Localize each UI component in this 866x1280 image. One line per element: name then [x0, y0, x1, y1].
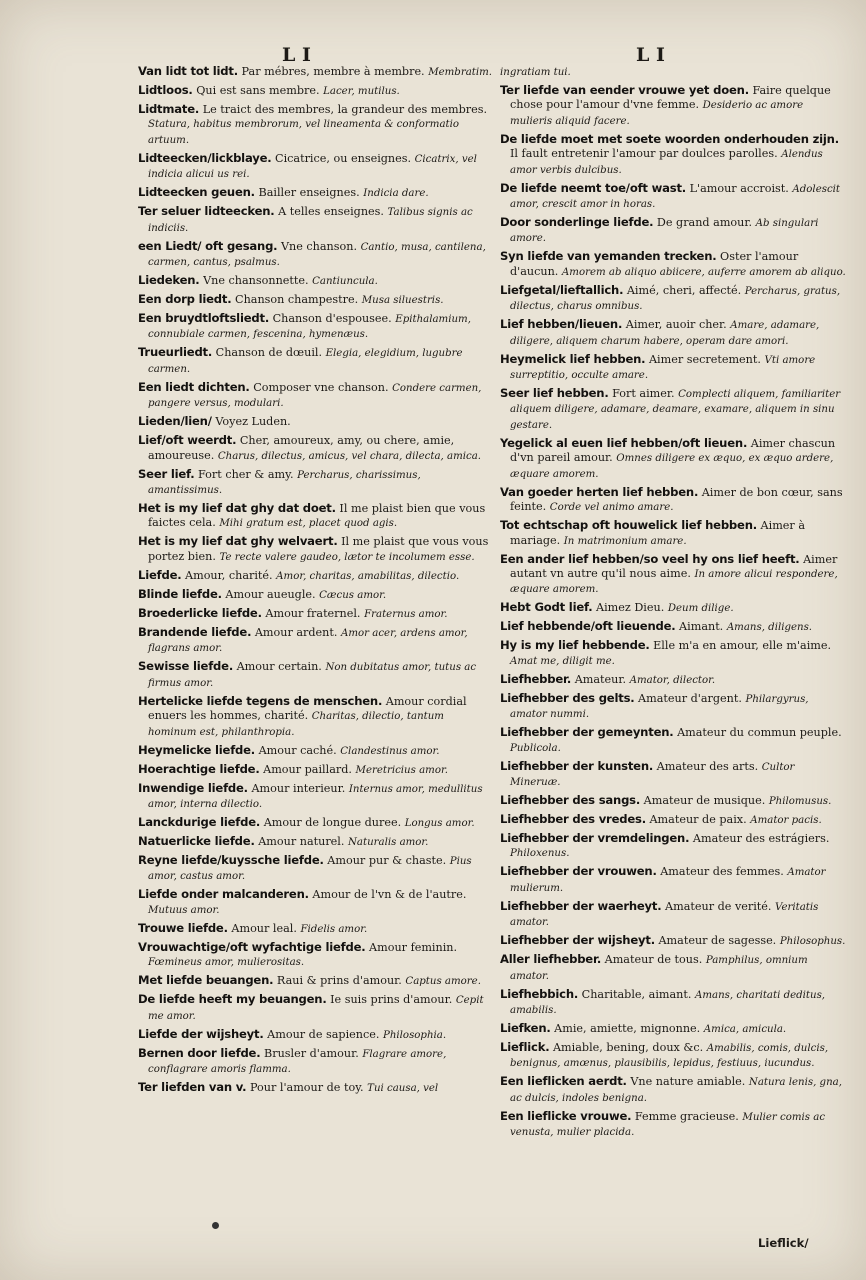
- dictionary-entry: [500, 83, 848, 129]
- dictionary-entry: [500, 638, 848, 669]
- dictionary-entry: [500, 518, 848, 549]
- french-gloss: Amour certain.: [236, 660, 322, 674]
- latin-gloss: Tui causa, vel: [367, 1082, 439, 1094]
- headword: Bernen door liefde.: [138, 1045, 261, 1060]
- french-gloss: Femme gracieuse.: [634, 1109, 739, 1123]
- headword: Seer lief hebben.: [500, 386, 609, 401]
- dictionary-entry: [138, 185, 494, 201]
- latin-gloss: Charitas, dilectio, tantum hominum est, philanthropia.: [148, 711, 444, 738]
- french-gloss: Amour naturel.: [258, 834, 345, 848]
- french-gloss: Aimez Dieu.: [596, 601, 665, 615]
- dictionary-entry: [500, 812, 848, 828]
- french-gloss: Faire quelque chose pour l'amour d'vne femme.: [510, 84, 831, 112]
- headword: Liefhebber der gemeynten.: [500, 725, 674, 740]
- dictionary-entry: [500, 283, 848, 315]
- headword: Hebt Godt lief.: [500, 600, 593, 615]
- latin-gloss: ingratiam tui.: [500, 67, 571, 78]
- french-gloss: Il me plaist bien que vous faictes cela.: [148, 502, 486, 530]
- headword: Aller liefhebber.: [500, 952, 602, 967]
- dictionary-entry: [138, 534, 494, 565]
- latin-gloss: Ab singulari amore.: [510, 218, 819, 245]
- dictionary-entry: [138, 151, 494, 183]
- french-gloss: Amateur des estrágiers.: [692, 831, 830, 845]
- french-gloss: Amour paillard.: [263, 762, 352, 776]
- french-gloss: Composer vne chanson.: [253, 380, 389, 394]
- dictionary-entry: [500, 987, 848, 1019]
- latin-gloss: Pius amor, castus amor.: [148, 855, 472, 883]
- dictionary-entry: [138, 1027, 494, 1043]
- french-gloss: Amateur de sagesse.: [658, 934, 777, 948]
- headword: Trouwe liefde.: [138, 920, 228, 935]
- dictionary-entry: [138, 625, 494, 657]
- dictionary-entry: [500, 619, 848, 635]
- french-gloss: Amateur de verité.: [665, 899, 772, 913]
- latin-gloss: Corde vel animo amare.: [549, 502, 674, 514]
- headword: Liefgetal/lieftallich.: [500, 282, 624, 297]
- dictionary-entry: [138, 743, 494, 759]
- latin-gloss: Complecti aliquem, familiariter aliquem diligere, adamare, deamare, examare, aliquem in sinu gestare.: [510, 389, 841, 431]
- right-column: [500, 64, 848, 1143]
- latin-gloss: Fraternus amor.: [364, 608, 448, 620]
- dictionary-entry: [138, 102, 494, 148]
- latin-gloss: Cantio, musa, cantilena, carmen, cantus, psalmus.: [148, 241, 486, 269]
- french-gloss: Oster l'amour d'aucun.: [510, 250, 799, 278]
- latin-gloss: Mihi gratum est, placet quod agis.: [219, 518, 398, 530]
- latin-gloss: Amor acer, ardens amor, flagrans amor.: [148, 627, 468, 655]
- headword: Een bruydtloftsliedt.: [138, 311, 270, 326]
- headword: Liefhebber des gelts.: [500, 690, 635, 705]
- dictionary-entry: [138, 921, 494, 937]
- headword: Liefhebber.: [500, 671, 572, 686]
- dictionary-entry: [138, 853, 494, 885]
- latin-gloss: Epithalamium, connubiale carmen, fescenina, hymenæus.: [148, 314, 471, 341]
- latin-gloss: Philosophus.: [779, 936, 846, 948]
- french-gloss: Le traict des membres, la grandeur des membres.: [202, 103, 488, 116]
- french-gloss: Amour leal.: [231, 921, 297, 935]
- latin-gloss: Percharus, gratus, dilectus, charus omnibus.: [510, 285, 841, 313]
- headword: Lieflick.: [500, 1039, 550, 1054]
- latin-gloss: Membratim.: [428, 67, 493, 78]
- dictionary-entry: [500, 759, 848, 791]
- headword: Reyne liefde/kuyssche liefde.: [138, 852, 324, 867]
- french-gloss: L'amour accroist.: [689, 181, 789, 195]
- headword: Liefhebber der vrouwen.: [500, 864, 657, 879]
- latin-gloss: Cicatrix, vel indicia alicui us rei.: [148, 153, 477, 181]
- headword: Een dorp liedt.: [138, 292, 232, 307]
- dictionary-entry: [500, 933, 848, 949]
- headword: Lidteecken geuen.: [138, 185, 255, 200]
- headword: Lief hebben/lieuen.: [500, 317, 623, 332]
- headword: Van lidt tot lidt.: [138, 64, 238, 78]
- french-gloss: Pour l'amour de toy.: [249, 1080, 364, 1094]
- dictionary-entry: [500, 864, 848, 896]
- french-gloss: Amour feminin.: [369, 940, 458, 954]
- latin-gloss: Amare, adamare, diligere, aliquem charum habere, operam dare amori.: [510, 320, 820, 347]
- dictionary-entry: [500, 352, 848, 384]
- headword: Tot echtschap oft houwelick lief hebben.: [500, 518, 757, 533]
- headword: Ter seluer lidteecken.: [138, 204, 275, 219]
- headword: Lanckdurige liefde.: [138, 814, 261, 829]
- dictionary-entry: [500, 132, 848, 178]
- dictionary-entry: [138, 64, 494, 80]
- latin-gloss: Amator, dilector.: [629, 674, 716, 686]
- latin-gloss: Amorem ab aliquo abiicere, auferre amorem ab aliquo.: [561, 266, 846, 278]
- latin-gloss: Percharus, charissimus, amantissimus.: [148, 469, 421, 497]
- french-gloss: Amour de sapience.: [267, 1027, 380, 1041]
- headword: Het is my lief dat ghy welvaert.: [138, 534, 338, 549]
- latin-gloss: Naturalis amor.: [348, 836, 429, 848]
- french-gloss: Amour fraternel.: [265, 606, 361, 620]
- headword: Blinde liefde.: [138, 586, 222, 601]
- french-gloss: Amateur de musique.: [643, 793, 766, 807]
- latin-gloss: Talibus signis ac indiciis.: [148, 207, 473, 234]
- headword: Lidtmate.: [138, 102, 200, 116]
- dictionary-entry: [500, 215, 848, 247]
- latin-gloss: Amans, charitati deditus, amabilis.: [510, 989, 826, 1016]
- french-gloss: Amateur de tous.: [604, 953, 703, 967]
- latin-gloss: Philomusus.: [768, 795, 832, 807]
- french-gloss: Cicatrice, ou enseignes.: [275, 151, 412, 165]
- latin-gloss: Cantiuncula.: [312, 276, 378, 288]
- latin-gloss: Fidelis amor.: [300, 923, 368, 935]
- french-gloss: De grand amour.: [656, 216, 753, 230]
- latin-gloss: Desiderio ac amore mulieris aliquid facere.: [510, 100, 804, 127]
- latin-gloss: Clandestinus amor.: [340, 745, 440, 757]
- latin-gloss: Meretricius amor.: [355, 764, 448, 776]
- headword: Hertelicke liefde tegens de menschen.: [138, 693, 383, 708]
- latin-gloss: Internus amor, medullitus amor, interna dilectio.: [148, 783, 483, 810]
- headword: Liefhebber der vremdelingen.: [500, 830, 690, 845]
- headword: De liefde heeft my beuangen.: [138, 992, 327, 1007]
- french-gloss: Chanson de dœuil.: [215, 346, 323, 360]
- dictionary-entry: [500, 691, 848, 723]
- french-gloss: Vne nature amiable.: [630, 1075, 746, 1089]
- headword: Liefhebber der wijsheyt.: [500, 933, 655, 948]
- dictionary-entry: [138, 659, 494, 691]
- french-gloss: Vne chanson.: [280, 239, 357, 253]
- latin-gloss: Mutuus amor.: [148, 904, 220, 916]
- dictionary-entry: [500, 64, 848, 80]
- latin-gloss: Amans, diligens.: [726, 622, 813, 634]
- dictionary-entry: [500, 181, 848, 213]
- latin-gloss: Vti amore surreptitio, occulte amare.: [510, 354, 816, 382]
- dictionary-entry: [500, 725, 848, 756]
- french-gloss: A telles enseignes.: [278, 205, 384, 219]
- dictionary-entry: [138, 239, 494, 271]
- dictionary-entry: [138, 887, 494, 918]
- french-gloss: Amateur des femmes.: [660, 865, 784, 879]
- headword: Yegelick al euen lief hebben/oft lieuen.: [500, 435, 748, 450]
- latin-gloss: Pamphilus, omnium amator.: [510, 955, 808, 982]
- dictionary-entry: [138, 940, 494, 971]
- dictionary-entry: [138, 762, 494, 778]
- headword: Lief/oft weerdt.: [138, 433, 237, 448]
- dictionary-entry: [138, 1046, 494, 1078]
- dictionary-entry: [500, 952, 848, 984]
- ink-dot: [212, 1222, 219, 1229]
- headword: Van goeder herten lief hebben.: [500, 484, 699, 499]
- dictionary-entry: [138, 606, 494, 622]
- header-right-letter: L I: [636, 44, 665, 66]
- latin-gloss: Philargyrus, amator nummi.: [510, 693, 809, 721]
- header-left-letter: L I: [282, 44, 311, 66]
- french-gloss: Amour caché.: [258, 743, 337, 757]
- french-gloss: Amateur de paix.: [649, 812, 747, 826]
- headword: Het is my lief dat ghy dat doet.: [138, 501, 336, 516]
- latin-gloss: Charus, dilectus, amicus, vel chara, dilecta, amica.: [217, 450, 482, 462]
- french-gloss: Bailler enseignes.: [258, 186, 360, 200]
- latin-gloss: Flagrare amore, conflagrare amoris flamma.: [148, 1048, 447, 1075]
- french-gloss: Chanson d'espousee.: [272, 312, 392, 326]
- dictionary-entry: [138, 992, 494, 1024]
- latin-gloss: Te recte valere gaudeo, lætor te incolumem esse.: [219, 551, 475, 563]
- headword: Een liedt dichten.: [138, 379, 250, 394]
- french-gloss: Aimant.: [679, 620, 724, 634]
- dictionary-entry: [138, 433, 494, 464]
- dictionary-entry: [138, 311, 494, 343]
- french-gloss: Aimé, cheri, affecté.: [626, 283, 742, 297]
- french-gloss: Amour de l'vn & de l'autre.: [312, 888, 467, 902]
- french-gloss: Amie, amiette, mignonne.: [554, 1021, 701, 1035]
- dictionary-entry: [500, 899, 848, 931]
- french-gloss: Amateur.: [574, 672, 627, 686]
- dictionary-entry: [138, 781, 494, 813]
- dictionary-entry: [138, 204, 494, 236]
- dictionary-entry: [500, 831, 848, 862]
- latin-gloss: Amica, amicula.: [703, 1023, 787, 1035]
- french-gloss: Cher, amoureux, amy, ou chere, amie, amoureuse.: [148, 434, 455, 462]
- latin-gloss: Deum dilige.: [667, 603, 734, 615]
- dictionary-entry: [138, 1080, 494, 1096]
- headword: Liefde.: [138, 567, 182, 582]
- dictionary-entry: [500, 793, 848, 809]
- latin-gloss: Longus amor.: [404, 817, 475, 829]
- latin-gloss: Non dubitatus amor, tutus ac firmus amor.: [148, 662, 477, 689]
- latin-gloss: Omnes diligere ex æquo, ex æquo ardere, æquare amorem.: [510, 453, 834, 480]
- dictionary-entry: [500, 1109, 848, 1141]
- headword: Liefhebber des vredes.: [500, 811, 646, 826]
- french-gloss: Amateur des arts.: [656, 759, 759, 773]
- latin-gloss: Statura, habitus membrorum, vel lineamenta & conformatio artuum.: [148, 119, 460, 146]
- headword: Hy is my lief hebbende.: [500, 638, 650, 653]
- latin-gloss: Veritatis amator.: [510, 901, 819, 929]
- headword: Trueurliedt.: [138, 345, 213, 360]
- dictionary-entry: [138, 973, 494, 989]
- latin-gloss: Amor, charitas, amabilitas, dilectio.: [276, 570, 460, 582]
- headword: een Liedt/ oft gesang.: [138, 238, 278, 253]
- french-gloss: Aimer chascun d'vn pareil amour.: [510, 436, 836, 465]
- french-gloss: Amiable, bening, doux &c.: [552, 1040, 704, 1054]
- french-gloss: Amour cordial enuers les hommes, charité.: [148, 694, 467, 723]
- dictionary-entry: [500, 386, 848, 433]
- left-column: [138, 64, 494, 1099]
- latin-gloss: Amat me, diligit me.: [510, 655, 615, 667]
- headword: Natuerlicke liefde.: [138, 833, 255, 848]
- headword: Ter liefden van v.: [138, 1079, 247, 1094]
- latin-gloss: Publicola.: [510, 742, 561, 754]
- dictionary-entry: [138, 414, 494, 430]
- dictionary-entry: [500, 1021, 848, 1037]
- latin-gloss: Lacer, mutilus.: [323, 86, 400, 97]
- dictionary-entry: [500, 1040, 848, 1072]
- latin-gloss: Captus amore.: [405, 976, 481, 988]
- headword: Liefhebber des sangs.: [500, 792, 641, 807]
- headword: Lidtloos.: [138, 83, 193, 97]
- headword: De liefde moet met soete woorden onderhouden zijn.: [500, 131, 839, 146]
- french-gloss: Aimer secretement.: [648, 352, 761, 366]
- french-gloss: Amour interieur.: [251, 781, 346, 795]
- latin-gloss: Cultor Mineruæ.: [510, 761, 795, 788]
- latin-gloss: In amore alicui respondere, æquare amorem.: [510, 568, 838, 596]
- headword: Ter liefde van eender vrouwe yet doen.: [500, 83, 749, 97]
- french-gloss: Amour, charité.: [185, 568, 273, 582]
- dictionary-entry: [500, 672, 848, 688]
- headword: Lief hebbende/oft lieuende.: [500, 619, 676, 634]
- latin-gloss: Elegia, elegidium, lugubre carmen.: [148, 348, 463, 375]
- headword: Vrouwachtige/oft wyfachtige liefde.: [138, 939, 366, 954]
- latin-gloss: Amator pacis.: [750, 814, 822, 826]
- latin-gloss: Amabilis, comis, dulcis, benignus, amœnus, plausibilis, lepidus, festiuus, iucundus.: [510, 1042, 829, 1070]
- latin-gloss: Mulier comis ac venusta, mulier placida.: [510, 1111, 826, 1139]
- headword: Syn liefde van yemanden trecken.: [500, 249, 717, 264]
- headword: Een ander lief hebben/so veel hy ons lief heeft.: [500, 551, 800, 566]
- french-gloss: Fort cher & amy.: [198, 467, 294, 481]
- headword: Lieden/lien/: [138, 414, 212, 429]
- page-header: [0, 44, 866, 66]
- dictionary-entry: [138, 815, 494, 831]
- latin-gloss: Fœmineus amor, mulierositas.: [148, 957, 305, 969]
- french-gloss: Amour pur & chaste.: [327, 853, 447, 867]
- dictionary-entry: [138, 292, 494, 308]
- dictionary-entry: [138, 694, 494, 740]
- headword: Hoerachtige liefde.: [138, 761, 260, 776]
- french-gloss: Amateur d'argent.: [638, 691, 742, 705]
- dictionary-entry: [138, 568, 494, 584]
- french-gloss: Amour ardent.: [254, 625, 338, 639]
- dictionary-entry: [138, 380, 494, 412]
- headword: Met liefde beuangen.: [138, 973, 274, 988]
- headword: Sewisse liefde.: [138, 659, 234, 674]
- headword: Broederlicke liefde.: [138, 605, 262, 620]
- dictionary-entry: [138, 834, 494, 850]
- latin-gloss: Cepit me amor.: [148, 995, 484, 1022]
- dictionary-entry: [500, 485, 848, 516]
- french-gloss: Amour de longue duree.: [263, 815, 402, 829]
- latin-gloss: Adolescit amor, crescit amor in horas.: [510, 183, 841, 211]
- latin-gloss: Philoxenus.: [510, 848, 570, 860]
- dictionary-entry: [500, 1074, 848, 1106]
- french-gloss: Aimer autant vn autre qu'il nous aime.: [510, 552, 838, 580]
- french-gloss: Charitable, aimant.: [581, 987, 692, 1001]
- french-gloss: Par mébres, membre à membre.: [241, 65, 425, 78]
- latin-gloss: Natura lenis, gna, ac dulcis, indoles benigna.: [510, 1077, 842, 1104]
- dictionary-entry: [138, 587, 494, 603]
- french-gloss: Qui est sans membre.: [196, 84, 320, 97]
- dictionary-entry: [500, 317, 848, 349]
- dictionary-entry: [138, 273, 494, 289]
- dictionary-entry: [138, 501, 494, 532]
- french-gloss: Amateur du commun peuple.: [677, 726, 842, 740]
- headword: Liedeken.: [138, 273, 200, 288]
- headword: Liefhebber der kunsten.: [500, 758, 654, 773]
- french-gloss: Raui & prins d'amour.: [276, 974, 402, 988]
- french-gloss: Brusler d'amour.: [264, 1046, 359, 1060]
- dictionary-entry: [138, 345, 494, 377]
- french-gloss: Il me plaist que vous vous portez bien.: [148, 535, 489, 563]
- dictionary-entry: [500, 600, 848, 616]
- french-gloss: Voyez Luden.: [215, 415, 291, 429]
- headword: Heymelicke liefde.: [138, 742, 256, 757]
- french-gloss: Elle m'a en amour, elle m'aime.: [653, 639, 832, 653]
- french-gloss: Fort aimer.: [612, 387, 675, 401]
- dictionary-entry: [500, 249, 848, 280]
- headword: Een lieflicken aerdt.: [500, 1074, 627, 1089]
- headword: Een lieflicke vrouwe.: [500, 1108, 632, 1123]
- french-gloss: Chanson champestre.: [235, 293, 359, 307]
- french-gloss: Aimer de bon cœur, sans feinte.: [510, 485, 843, 514]
- catchword: Lieflick/: [758, 1236, 809, 1250]
- headword: Lidteecken/lickblaye.: [138, 150, 272, 165]
- latin-gloss: Alendus amor verbis dulcibus.: [510, 149, 823, 176]
- latin-gloss: Condere carmen, pangere versus, modulari.: [148, 382, 482, 410]
- latin-gloss: Amator mulierum.: [510, 867, 826, 894]
- headword: Inwendige liefde.: [138, 780, 248, 795]
- headword: Brandende liefde.: [138, 624, 252, 639]
- french-gloss: Amour aueugle.: [225, 587, 316, 601]
- headword: Liefde onder malcanderen.: [138, 887, 309, 902]
- headword: Liefhebber der waerheyt.: [500, 898, 662, 913]
- headword: Door sonderlinge liefde.: [500, 215, 654, 230]
- headword: De liefde neemt toe/oft wast.: [500, 180, 686, 195]
- headword: Seer lief.: [138, 466, 195, 481]
- dictionary-entry: [138, 83, 494, 99]
- dictionary-entry: [500, 552, 848, 598]
- dictionary-entry: [500, 436, 848, 482]
- french-gloss: Aimer, auoir cher.: [625, 318, 727, 332]
- headword: Liefken.: [500, 1020, 551, 1035]
- french-gloss: Aimer à mariage.: [510, 519, 805, 547]
- headword: Liefde der wijsheyt.: [138, 1026, 264, 1041]
- dictionary-entry: [138, 467, 494, 499]
- french-gloss: Ie suis prins d'amour.: [330, 993, 453, 1007]
- latin-gloss: Philosophia.: [383, 1029, 447, 1041]
- headword: Heymelick lief hebben.: [500, 351, 646, 366]
- headword: Liefhebbich.: [500, 986, 579, 1001]
- latin-gloss: Cæcus amor.: [319, 589, 387, 601]
- french-gloss: Vne chansonnette.: [203, 274, 309, 288]
- french-gloss: Il fault entretenir l'amour par doulces parolles.: [510, 147, 778, 161]
- latin-gloss: Musa siluestris.: [361, 295, 444, 307]
- latin-gloss: Indicia dare.: [363, 188, 429, 200]
- latin-gloss: In matrimonium amare.: [563, 535, 687, 547]
